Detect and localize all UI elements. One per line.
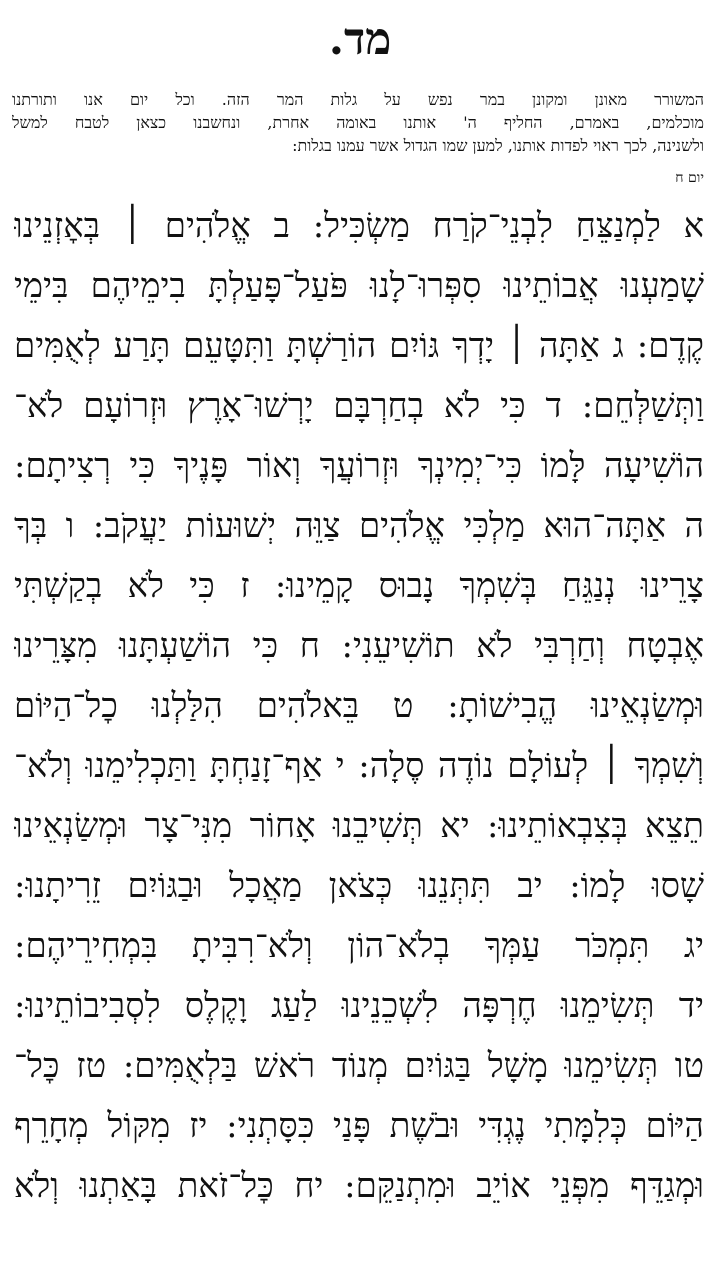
verse-line: אֶבְטָח וְחַרְבִּי לֹא תוֹשִׁיעֵנִי: ח כִּי הוֹשַׁעְתָּנוּ מִצָּרֵינוּ [14,626,704,666]
verse-line: וּמְגַדֵּף מִפְּנֵי אוֹיֵב וּמִתְנַקֵּם: יח כׇּל־זֹאת בָּאַתְנוּ וְלֹא [14,1166,704,1206]
verse-line: וְשִׁמְךָ ׀ לְעוֹלָם נוֹדֶה סֶלָה: י אַף־זָנַחְתָּ וַתַּכְלִימֵנוּ וְלֹא־ [14,746,704,786]
verse-line: וּמְשַׂנְאֵינוּ הֱבִישׁוֹתָ: ט בֵּאלֹהִים הִלַּלְנוּ כׇל־הַיּוֹם [14,686,704,726]
chapter-title: מד. [328,14,392,65]
verse-line: שָׁמַעְנוּ אֲבוֹתֵינוּ סִפְּרוּ־לָנוּ פֹּעַל־פָּעַלְתָּ בִימֵיהֶם בִּימֵי [14,266,704,306]
intro-line: ולשנינה, לכך ראוי לפדות אותנו, למען שמו הגדול אשר עמנו בגלות: [292,136,704,155]
verse-line: וַתְּשַׁלְּחֵם: ד כִּי לֹא בְחַרְבָּם יָרְשׁוּ־אָרֶץ וּזְרוֹעָם לֹא־ [14,386,704,426]
verse-line: הַיּוֹם כְּלִמָּתִי נֶגְדִּי וּבֹשֶׁת פָּנַי כִּסָּתְנִי: יז מִקּוֹל מְחָרֵף [14,1106,704,1146]
verse-line: ה אַתָּה־הוּא מַלְכִּי אֱלֹהִים צַוֵּה יְשׁוּעוֹת יַעֲקֹב: ו בְּךָ [14,506,704,546]
psalm-text [14,196,704,1216]
verse-line: הוֹשִׁיעָה לָּמוֹ כִּי־יְמִינְךָ וּזְרוֹעֲךָ וְאוֹר פָּנֶיךָ כִּי רְצִיתָם: [14,446,704,486]
verse-line: טו תְּשִׂימֵנוּ מָשָׁל בַּגּוֹיִם מְנוֹד רֹאשׁ בַּלְאֻמִּים: טז כׇּל־ [14,1046,704,1086]
verse-line: יד תְּשִׂימֵנוּ חֶרְפָּה לִשְׁכֵנֵינוּ לַעַג וָקֶלֶס לִסְבִיבוֹתֵינוּ: [14,986,704,1026]
intro-line: מוכלמים, באמרם, החליף ה' אותנו באומה אחרת, ונחשבנו כצאן לטבח למשל [12,113,704,132]
verse-line: צָרֵינוּ נְנַגֵּחַ בְּשִׁמְךָ נָבוּס קָמֵינוּ: ז כִּי לֹא בְקַשְׁתִּי [14,566,704,606]
day-label: יום ח [675,170,704,186]
verse-line: שָׁסוּ לָמוֹ: יב תִּתְּנֵנוּ כְּצֹאן מַאֲכָל וּבַגּוֹיִם זֵרִיתָנוּ: [14,866,704,906]
intro-summary [12,88,704,157]
verse-line: יג תִּמְכֹּר עַמְּךָ בְלֹא־הוֹן וְלֹא־רִבִּיתָ בִּמְחִירֵיהֶם: [14,926,704,966]
intro-line: המשורר מאונן ומקונן במר נפש על גלות המר הזה. וכל יום אנו ותורתנו [12,90,704,109]
verse-line: תֵצֵא בְּצִבְאוֹתֵינוּ: יא תְּשִׁיבֵנוּ אָחוֹר מִנִּי־צָר וּמְשַׂנְאֵינוּ [14,806,704,846]
verse-line: א לַמְנַצֵּחַ לִבְנֵי־קֹרַח מַשְׂכִּיל: ב אֱלֹהִים ׀ בְּאׇזְנֵינוּ [14,206,704,246]
verse-line: קֶדֶם: ג אַתָּה ׀ יָדְךָ גּוֹיִם הוֹרַשְׁתָּ וַתִּטָּעֵם תָּרַע לְאֻמִּים [14,326,704,366]
